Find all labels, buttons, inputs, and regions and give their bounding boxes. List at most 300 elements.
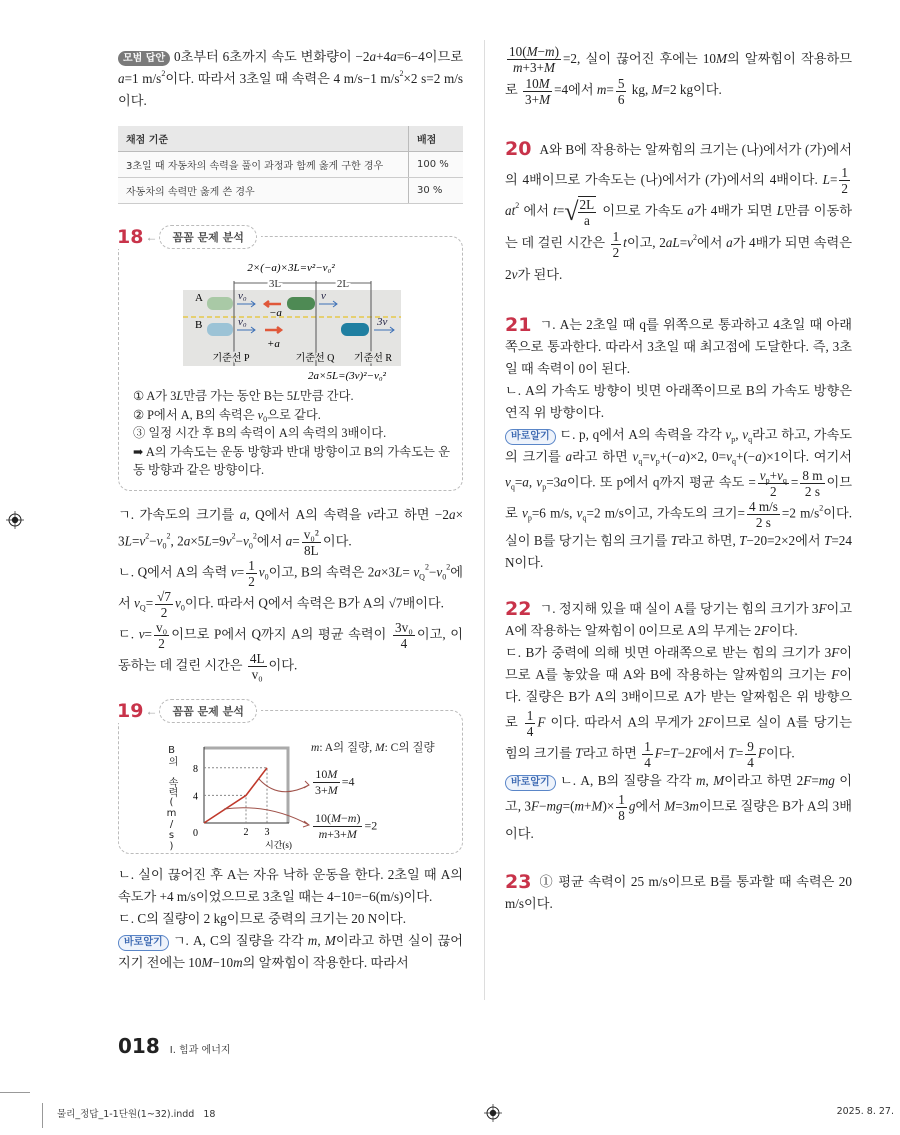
math-variable: v [230, 564, 237, 580]
text-segment: +3+ [522, 60, 544, 76]
math-variable: v [258, 564, 265, 580]
superscript: 2 [166, 531, 171, 541]
text-segment: − [539, 798, 547, 814]
denominator [393, 636, 415, 651]
answer-19 [118, 864, 463, 974]
fraction [758, 468, 789, 499]
formula-bottom: 2a×5L=(3v)²−v₀² [308, 370, 386, 382]
text-segment: 만큼 간다. [299, 389, 354, 403]
math-variable: L [822, 171, 830, 187]
text-segment: 가 4배가 되면 [693, 203, 777, 219]
math-variable: M [713, 772, 725, 788]
math-variable: m [347, 810, 357, 825]
text-segment: √7 [157, 588, 171, 604]
answer-20-body [505, 135, 852, 290]
math-variable: m [574, 798, 585, 814]
text-segment: )× [602, 798, 615, 814]
x-axis-label: 시간(s) [265, 839, 292, 850]
fraction [507, 44, 561, 75]
text-segment: =4 [341, 773, 355, 788]
subscript: p [765, 475, 770, 485]
text-segment: 이다. [268, 657, 298, 673]
text-segment: 이고, B의 속력은 2 [268, 564, 375, 580]
x-tick-label: 3 [264, 826, 270, 838]
text-segment: 2 s [755, 514, 771, 530]
car-a-end-icon [287, 297, 315, 310]
numerator [758, 468, 789, 484]
math-variable: L [293, 389, 300, 403]
denominator [507, 60, 561, 75]
subscript: Q [139, 603, 146, 613]
denominator [525, 724, 536, 739]
numerator [800, 468, 824, 484]
fraction [839, 165, 850, 196]
superscript: 2 [819, 503, 824, 513]
text-segment: 1 [841, 165, 848, 181]
text-segment: 에서 [256, 533, 286, 549]
math-variable: v [139, 533, 146, 549]
text-segment: v₀ [155, 619, 168, 635]
text-segment: =1 m/s [124, 71, 162, 86]
text-segment: = [735, 745, 744, 761]
math-variable: v [536, 474, 543, 490]
text-segment: = [144, 626, 152, 642]
denominator [246, 574, 257, 589]
denominator [611, 245, 622, 260]
box-header [117, 699, 261, 723]
question-number: 22 [505, 597, 532, 620]
paragraph [505, 314, 852, 380]
fraction [747, 499, 780, 530]
graph-y-axis-label: B의 속력(m/s) [166, 744, 177, 852]
math-variable: v [138, 626, 145, 642]
x-tick-label: 2 [243, 826, 249, 838]
acceleration-a-label: −a [269, 307, 282, 319]
numerator [525, 708, 536, 724]
text-segment: = [131, 533, 140, 549]
math-variable: T [824, 532, 832, 548]
math-variable: v [257, 407, 264, 422]
math-variable: F [831, 644, 840, 660]
text-segment: 이다. 따라서 A의 무게가 2 [545, 714, 705, 730]
y-tick-label: 4 [193, 790, 198, 802]
text-segment: 4 [644, 754, 651, 770]
text-segment: −2 [677, 745, 692, 761]
registration-mark-icon [6, 511, 24, 529]
paragraph [118, 558, 463, 620]
text-segment: 에서 [699, 745, 729, 761]
text-segment: = [606, 82, 614, 98]
text-segment: 8 m [802, 467, 823, 483]
reference-line-q-label: 기준선 Q [295, 353, 335, 364]
text-segment: 에서 [118, 564, 463, 611]
left-column [118, 46, 463, 1058]
math-variable: T [670, 532, 679, 548]
text-segment: = [514, 474, 523, 490]
text-segment: 4 [400, 635, 408, 651]
paragraph [505, 44, 852, 107]
math-variable: v [436, 564, 443, 580]
text-segment: ➡ A의 가속도는 운동 방향과 반대 방향이고 B의 가속도는 운동 방향과 같은 방향이다. [133, 444, 450, 477]
paragraph [118, 864, 463, 908]
denominator [248, 667, 267, 682]
text-segment: 8L [303, 542, 319, 558]
math-variable: v [742, 426, 749, 442]
fraction [154, 620, 169, 651]
text-segment: =2 kg이다. [662, 82, 722, 98]
car-b-start-icon [207, 323, 233, 336]
text-segment: +(− [659, 448, 679, 464]
math-variable: a [369, 49, 377, 64]
velocity-time-graph [119, 711, 319, 853]
text-segment: = [145, 595, 154, 611]
numerator [313, 811, 362, 827]
denominator [155, 605, 173, 620]
numerator [523, 76, 552, 92]
numerator [747, 499, 780, 515]
text-segment: ㄷ. [118, 626, 139, 642]
text-segment: 4L [249, 650, 265, 666]
math-variable: v [156, 533, 163, 549]
text-segment: 이다. 따라서 Q에서 속력은 B가 A의 √7배이다. [184, 595, 444, 611]
text-segment: ) [356, 810, 361, 825]
subscript: 0 [248, 541, 253, 551]
math-variable: T [728, 745, 736, 761]
analysis-tab-label: 꼼꼼 문제 분석 [159, 225, 256, 249]
arrow-left-icon [145, 228, 159, 246]
math-variable: M [543, 60, 555, 76]
text-segment: 이므로 가속도 [598, 203, 688, 219]
denominator [313, 827, 362, 842]
answer-22-body [505, 598, 852, 845]
velocity-a-end: v [321, 290, 326, 302]
text-segment: 만큼 가는 동안 B는 5 [183, 389, 294, 403]
superscript: 2 [399, 69, 404, 78]
text-segment: 라고 하면 −2 [372, 506, 449, 522]
paragraph [118, 908, 463, 930]
paragraph [505, 770, 852, 845]
question-number: 18 [117, 226, 144, 248]
numerator [578, 197, 597, 213]
text-segment: 2 [770, 483, 777, 499]
answer-20 [505, 135, 852, 290]
text-segment: 이고 A에 작용하는 알짜힘이 0이므로 A의 무게는 2 [505, 600, 852, 638]
math-variable: v [134, 595, 140, 611]
superscript: 2 [161, 69, 166, 78]
subscript: q [638, 456, 643, 466]
text-segment: ×2 s=2 m/s 이다. [118, 71, 463, 108]
correct-explanation-badge: 바로알기 [118, 935, 169, 951]
text-segment: 에서 [635, 798, 665, 814]
header-criteria: 채점 기준 [118, 126, 409, 152]
text-segment: =6 m/s, [531, 505, 577, 521]
text-segment: 이고, 3 [505, 772, 853, 814]
text-segment: −20=2×2에서 [746, 532, 825, 548]
paragraph [133, 424, 450, 443]
paragraph [505, 380, 852, 424]
text-segment: ② P에서 A, B의 속력은 [133, 407, 258, 422]
text-segment: − [149, 533, 157, 549]
text-segment: =2, 실이 끊어진 후에는 10 [562, 51, 717, 66]
math-variable: at [505, 203, 516, 219]
question-number: 23 [505, 870, 532, 893]
text-segment: 3v₀ [395, 619, 413, 635]
velocity-a-start: v₀ [238, 290, 247, 302]
paragraph [133, 387, 450, 406]
text-segment: 2 [158, 635, 165, 651]
math-variable: m [689, 798, 699, 814]
text-segment: 0초부터 6초까지 속도 변화량이 −2 [170, 49, 370, 64]
text-segment: 이므로 A를 놓았을 때 A와 B에 작용하는 알짜힘의 크기는 [505, 644, 852, 682]
numerator [313, 767, 340, 783]
denominator [313, 783, 340, 798]
text-segment: 이다. 또 p에서 q까지 평균 속도 = [566, 474, 756, 490]
math-variable: L [776, 203, 785, 219]
text-segment: 5 [617, 75, 625, 91]
math-variable: M [664, 798, 676, 814]
math-variable: m [545, 44, 555, 60]
math-variable: m [512, 60, 523, 76]
text-segment: 이므로 실이 A를 당기는 힘의 크기를 [505, 714, 852, 761]
numerator [155, 589, 173, 605]
text-segment: )×1이다. 여기서 [761, 448, 852, 464]
math-variable: F [537, 714, 546, 730]
text-segment: = [642, 448, 650, 464]
text-segment: ×3 [380, 564, 395, 580]
print-date: 2025. 8. 27. [836, 1106, 894, 1117]
reference-line-r-label: 기준선 R [353, 353, 393, 364]
answer-23-body [505, 871, 852, 915]
math-variable: F [760, 622, 769, 638]
text-segment: ① A가 3 [133, 389, 177, 403]
math-variable: mg [546, 798, 563, 814]
math-variable: v [576, 505, 583, 521]
text-segment: , [528, 474, 537, 490]
text-segment: , [705, 772, 714, 788]
fraction [302, 527, 321, 558]
fraction [745, 739, 756, 770]
text-segment: 10( [315, 810, 331, 825]
text-segment: 3+ [315, 782, 328, 797]
text-segment: kg, [628, 82, 652, 98]
fraction [393, 620, 415, 651]
guide-lines [204, 767, 267, 822]
subscript: q [731, 456, 736, 466]
denominator [758, 484, 789, 499]
math-variable: F [803, 772, 812, 788]
subscript: p [655, 456, 660, 466]
text-segment: ㄴ. A의 가속도 방향이 빗면 아래쪽이므로 B의 가속도 방향은 연직 위 방향이다. [505, 382, 852, 420]
correct-explanation-badge: 바로알기 [505, 775, 556, 791]
denominator [747, 515, 780, 530]
denominator [578, 213, 597, 228]
paragraph [505, 871, 852, 915]
file-info [57, 1106, 215, 1120]
superscript: 2 [446, 562, 451, 572]
text-segment: 이다. [322, 533, 352, 549]
mass-legend [311, 739, 435, 755]
subscript: 0 [162, 541, 167, 551]
superscript: 2 [145, 531, 150, 541]
text-segment: 8 [618, 807, 625, 823]
model-answer [118, 46, 463, 112]
file-name: 물리_정답_1-1단원(1~32).indd [57, 1109, 195, 1120]
scoring-table [118, 126, 463, 204]
text-segment: 4 m/s [748, 498, 778, 514]
analysis-box-19 [117, 699, 463, 854]
subscript: p [542, 482, 547, 492]
text-segment: ㄴ. 실이 끊어진 후 A는 자유 낙하 운동을 한다. 2초일 때 A의 속도가 +4 m/s이었으므로 3초일 때는 4−10=−6(m/s)이다. [118, 866, 463, 904]
math-variable: v [225, 533, 232, 549]
equation-before-cut [311, 811, 377, 842]
denominator [839, 181, 850, 196]
subscript: q [748, 434, 753, 444]
text-segment: 라고 하고, 가속도의 크기를 [505, 426, 852, 464]
text-segment: =3 [546, 474, 561, 490]
criteria-cell: 3초일 때 자동차의 속력을 풀이 과정과 함께 옳게 구한 경우 [118, 152, 409, 178]
text-segment: 이므로 P에서 Q까지 A의 평균 속력이 [171, 626, 392, 642]
math-variable: M [591, 798, 603, 814]
superscript: 2 [693, 233, 698, 243]
answer-18 [118, 503, 463, 682]
text-segment: − [428, 564, 437, 580]
subscript: 0 [263, 414, 268, 424]
math-variable: v [521, 505, 528, 521]
math-variable: v [505, 474, 511, 490]
denominator [616, 808, 627, 823]
text-segment: ① 평균 속력이 25 m/s이므로 B를 통과할 때 속력은 20 m/s이다. [505, 873, 852, 911]
paragraph [505, 642, 852, 770]
text-segment: 2 s [804, 483, 820, 499]
acceleration-b-label: +a [267, 338, 280, 350]
math-variable: a [560, 474, 567, 490]
fraction [611, 229, 622, 260]
math-variable: M [539, 91, 551, 107]
text-segment: ③ 일정 시간 후 B의 속력이 A의 속력의 3배이다. [133, 426, 387, 440]
denominator [154, 636, 169, 651]
score-cell: 100 % [409, 152, 464, 178]
header-score: 배점 [409, 126, 464, 152]
math-variable: M [327, 766, 338, 781]
text-segment: , 2 [170, 533, 184, 549]
math-variable: a [678, 448, 686, 464]
text-segment: =2 [364, 817, 378, 832]
text-segment: =2 m/s이고, 가속도의 크기= [586, 505, 745, 521]
subscript: p [527, 513, 532, 523]
numerator [616, 792, 627, 808]
text-segment: 이다. 질량은 B가 A의 3배이므로 A가 받는 알짜힘은 위 방향으로 [505, 666, 852, 730]
paragraph [118, 930, 463, 974]
math-variable: a [726, 235, 733, 251]
math-variable: a [285, 533, 293, 549]
text-segment: + [769, 467, 778, 483]
math-variable: M [324, 932, 336, 948]
table-header-row [118, 126, 463, 152]
question-number: 20 [505, 137, 532, 160]
text-segment: 10 [525, 75, 539, 91]
y-tick-label: 0 [193, 827, 198, 839]
fraction [642, 739, 653, 770]
text-segment: 라고 하면 [582, 745, 641, 761]
math-variable: v [511, 266, 518, 282]
denominator [745, 755, 756, 770]
superscript: 2 [424, 562, 429, 572]
fraction [155, 589, 173, 620]
car-a-start-icon [207, 297, 233, 310]
fraction [616, 76, 627, 107]
superscript: 2 [515, 201, 520, 211]
math-variable: F [704, 714, 713, 730]
math-variable: F [531, 798, 540, 814]
numerator [611, 229, 622, 245]
text-segment: 이고, 이동하는 데 걸린 시간은 [118, 626, 464, 673]
paragraph [505, 135, 852, 290]
subscript: q [510, 482, 515, 492]
math-variable: M [346, 826, 357, 841]
y-tick-label: 8 [193, 763, 198, 775]
math-variable: M [526, 44, 538, 60]
fraction [246, 558, 257, 589]
numerator [246, 558, 257, 574]
text-segment: = [790, 474, 799, 490]
text-segment: 2L [579, 197, 595, 213]
text-segment: 이라고 하면 실이 끊어지기 전에는 10 [118, 932, 463, 970]
text-segment: ㄷ. C의 질량이 2 kg이므로 중력의 크기는 20 N이다. [118, 910, 407, 926]
text-segment: = [679, 235, 688, 251]
math-variable: v [649, 448, 656, 464]
math-variable: T [670, 745, 678, 761]
math-variable: M [327, 782, 338, 797]
table-row [118, 178, 463, 204]
car-b-label: B [195, 319, 203, 331]
velocity-b-end: 3v [377, 316, 388, 328]
math-variable: m [307, 932, 318, 948]
text-segment: 라고 하면, [678, 532, 740, 548]
text-segment: × 3 [118, 506, 463, 549]
formula-top: 2×(−a)×3L=v²−v₀² [247, 262, 335, 274]
math-variable: a [755, 448, 762, 464]
math-variable: v [243, 533, 249, 549]
text-segment: = [811, 772, 819, 788]
text-segment: ㄱ. A, C의 질량을 각각 [168, 932, 308, 948]
text-segment: 3+ [525, 91, 540, 107]
fraction [523, 76, 552, 107]
math-variable: m [233, 954, 243, 970]
text-segment: ㄴ. Q에서 A의 속력 [118, 564, 231, 580]
fraction [616, 792, 627, 823]
math-variable: mg [818, 772, 835, 788]
text-segment: − [235, 533, 244, 549]
right-column [505, 44, 852, 915]
score-cell: 30 % [409, 178, 464, 204]
subscript: q [782, 475, 787, 485]
text-segment: , [735, 426, 743, 442]
text-segment: : A의 질량, [319, 741, 376, 754]
superscript: 2 [231, 531, 236, 541]
math-variable: aL [665, 235, 680, 251]
text-segment: 이므로 질량은 B가 A의 3배이다. [505, 798, 852, 841]
math-variable: v [759, 467, 766, 483]
math-variable: a [687, 203, 694, 219]
math-variable: L [395, 564, 403, 580]
math-variable: m [696, 772, 706, 788]
text-segment: −10 [212, 954, 234, 970]
denominator [800, 484, 824, 499]
numerator [616, 76, 627, 92]
subscript: 0 [442, 572, 447, 582]
text-segment: − [537, 44, 546, 60]
math-variable: a [183, 533, 191, 549]
